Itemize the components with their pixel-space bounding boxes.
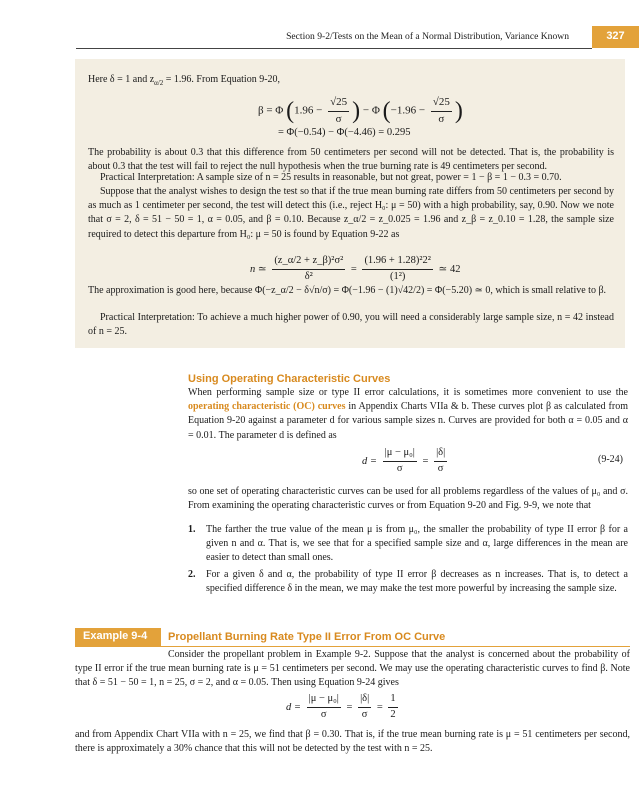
section-p1-start: When performing sample size or type II error calculations, it is sometimes more convenient to use the — [188, 387, 628, 398]
intro-tail: = 1.96. From Equation 9-20, — [163, 74, 281, 85]
example-para-1: Consider the propellant problem in Example 9-2. Suppose that the analyst is concerned about the probability of type II error if the true mean burning rate is μ = 51 centimeters per second. We may use the operating characteristic curves to find β. Note that δ = 51 − 50 = 1, n = 25, σ = 2, and α = 0.05. Then using Equation 9-24 gives — [75, 649, 630, 689]
header-rule — [76, 48, 592, 49]
list-item-number: 2. — [188, 569, 196, 580]
n-num2: (1.96 + 1.28)²2² — [362, 254, 432, 270]
intro-sub: α/2 — [154, 79, 164, 87]
beta-term-a: 1.96 − — [294, 104, 323, 117]
page-number-badge — [592, 26, 639, 48]
example-d-equation — [286, 692, 401, 723]
n-lhs: n ≃ — [250, 263, 267, 275]
d-equation — [362, 446, 450, 477]
para-practical-1: Practical Interpretation: A sample size of n = 25 results in reasonable, but not great, power = 1 − β = 1 − 0.3 = 0.70. — [100, 172, 562, 183]
ex-d-eq2: = — [376, 701, 383, 713]
ex-d-num1: |μ − μ₀| — [307, 692, 341, 708]
example-label-text: Example 9-4 — [83, 630, 148, 643]
beta-sqrt-b: √25 — [431, 95, 452, 112]
n-den2: (1²) — [389, 270, 406, 282]
example-rule — [75, 646, 630, 647]
intro-text: Here δ = 1 and z — [88, 74, 155, 85]
beta-equation: β = Φ (1.96 − $\frac{√25}{\sigma}$ ) − Φ (−1.96 − $\frac{√25}{\sigma}$ ) — [258, 94, 463, 128]
para-practical-2: Practical Interpretation: To achieve a much higher power of 0.90, you will need a considerably large sample size, n = 42 instead of n = 25. — [88, 312, 614, 338]
ex-d-num3: 1 — [388, 692, 397, 708]
ex-d-lhs: d = — [286, 701, 301, 713]
ex-d-num2: |δ| — [358, 692, 371, 708]
section-para-2: so one set of operating characteristic curves can be used for all problems regardless of the values of μ₀ and σ. From examining the operating characteristic curves or from Equation 9-20 and Fig. 9-9, we note that — [188, 486, 628, 512]
beta-sqrt-a: √25 — [328, 95, 349, 112]
ex-d-den2: σ — [361, 708, 368, 720]
example-title: Propellant Burning Rate Type II Error From OC Curve — [168, 631, 446, 643]
beta-sigma-a: σ — [335, 112, 342, 125]
intro-line — [88, 73, 614, 89]
d-den2: σ — [437, 462, 444, 474]
d-lhs: d = — [362, 455, 377, 467]
example-label — [75, 628, 161, 646]
section-para-1 — [188, 386, 628, 443]
d-eq: = — [422, 455, 429, 467]
beta-mid: − Φ — [362, 104, 380, 117]
para-design: Suppose that the analyst wishes to design the test so that if the true mean burning rate differs from 50 centimeters per second by as much as 1 centimeter per second, the test will detect this (i.e., reject H₀: μ = 50) with a high probability, say, 0.90. Now we note that σ = 2, δ = 51 − 50 = 1, α = 0.05, and β = 0.10. Because z_α/2 = z_0.025 = 1.96 and z_β = z_0.10 = 1.28, the sample size required to detect this departure from H₀: μ = 50 is found by Equation 9-22 as — [88, 186, 614, 240]
list-item — [188, 568, 628, 596]
d-num1: |μ − μ₀| — [383, 446, 417, 462]
beta-lhs: β = Φ — [258, 104, 284, 117]
n-equation — [250, 254, 460, 285]
ex-d-den1: σ — [320, 708, 327, 720]
page-number: 327 — [606, 30, 625, 43]
para-probability: The probability is about 0.3 that this difference from 50 centimeters per second will not be detected. That is, the probability is about 0.3 that the test will fail to reject the null hypothesis when the true burning rate is 49 centimeters per second. — [88, 147, 614, 173]
section-title: Using Operating Characteristic Curves — [188, 373, 391, 385]
list-item-text: For a given δ and α, the probability of type II error β decreases as n increases. That is, to detect a specified difference δ in the mean, we may make the test more powerful by increasing the sample size. — [206, 569, 628, 595]
section-p1-end: in Appendix Charts VIIa & b. These curves plot β as calculated from Equation 9-20 against a parameter d for various sample sizes n. Curves are provided for both α = 0.05 and α = 0.01. The parameter d is defined as — [188, 401, 628, 441]
equation-number: (9-24) — [598, 454, 623, 465]
n-eq: = — [350, 263, 357, 275]
list-item-number: 1. — [188, 524, 196, 535]
d-den1: σ — [396, 462, 403, 474]
ex-d-den3: 2 — [390, 708, 396, 720]
beta-sigma-b: σ — [438, 112, 445, 125]
list-item-text: The farther the true value of the mean μ is from μ₀, the smaller the probability of type II error β for a given n and α. That is, we see that for a specified sample size and α, large differences in the mean are easier to detect than small ones. — [206, 524, 628, 564]
ex-d-eq1: = — [346, 701, 353, 713]
running-header: Section 9-2/Tests on the Mean of a Normal Distribution, Variance Known — [286, 31, 569, 42]
d-num2: |δ| — [434, 446, 447, 462]
oc-curves-term: operating characteristic (OC) curves — [188, 401, 346, 413]
para-approximation: The approximation is good here, because Φ(−z_α/2 − δ√n/σ) = Φ(−1.96 − (1)√42/2) = Φ(−5.20) ≃ 0, which is small relative to β. — [88, 285, 607, 296]
n-den1: δ² — [304, 270, 313, 282]
beta-equation-result: = Φ(−0.54) − Φ(−4.46) = 0.295 — [278, 127, 411, 138]
n-num1: (z_α/2 + z_β)²σ² — [272, 254, 345, 270]
beta-term-b: −1.96 − — [390, 104, 426, 117]
example-para-2: and from Appendix Chart VIIa with n = 25, we find that β = 0.30. That is, if the true mean burning rate is μ = 51 centimeters per second, there is approximately a 30% chance that this will not be detected by the test with n = 25. — [75, 729, 630, 755]
list-item — [188, 523, 628, 566]
n-rhs: ≃ 42 — [438, 263, 461, 275]
